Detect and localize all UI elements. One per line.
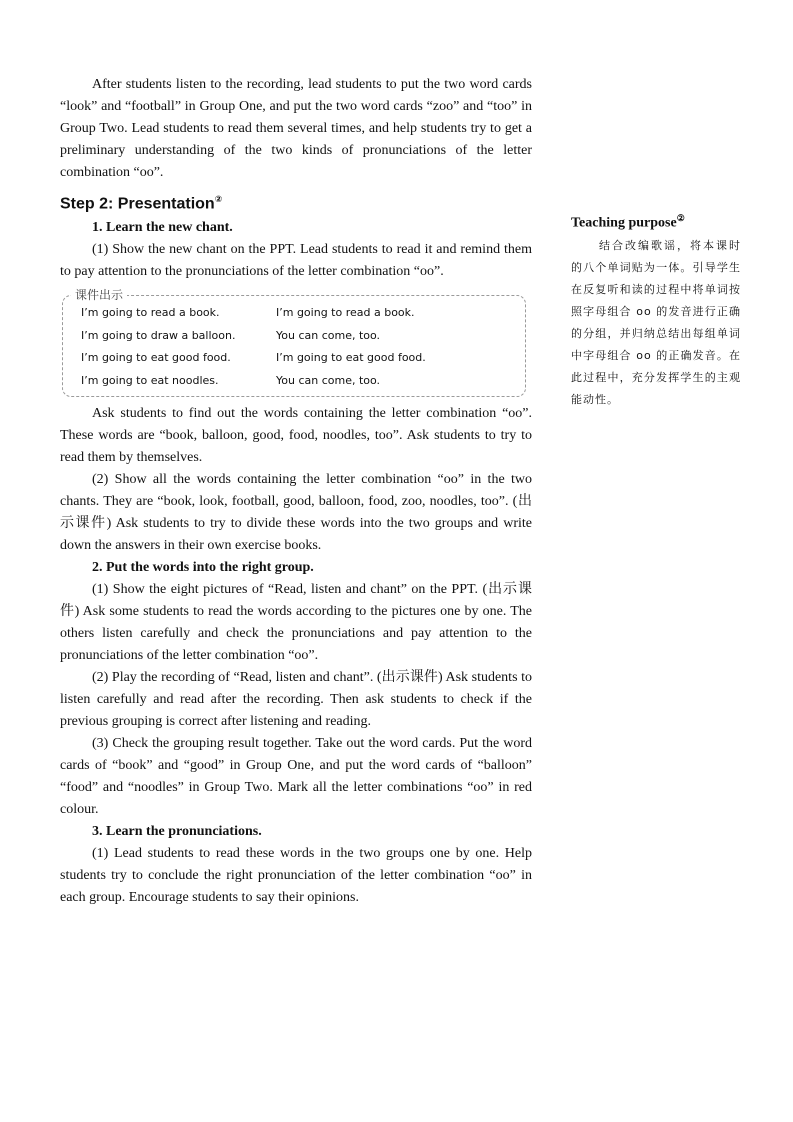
chant-line: I’m going to eat noodles. — [81, 373, 219, 387]
chant-line: I’m going to draw a balloon. — [81, 328, 236, 342]
footnote-mark: ② — [214, 194, 223, 204]
step-2-title: Step 2: Presentation — [60, 195, 215, 213]
main-column — [60, 74, 532, 909]
teaching-purpose-text: 结合改编歌谣，将本课时的八个单词贴为一体。引导学生在反复听和读的过程中将单词按照字母组合 oo 的发音进行正确的分组，并归纳总结出每组单词中字母组合 oo 的正确发音。在此过程中，充分发挥学生的主观能动性。 — [571, 238, 741, 406]
teaching-purpose-title: Teaching purpose — [571, 215, 677, 231]
section-3-paragraph-1: (1) Lead students to read these words in the two groups one by one. Help students try to conclude the right pronunciation of the letter combination “oo” in each group. Encourage students to say their opinions. — [60, 846, 532, 906]
section-2-paragraph-1: (1) Show the eight pictures of “Read, listen and chant” on the PPT. (出示课件) Ask some students to read the words according to the pictures one by one. The others listen carefully and check the pronunciations and pay attention to the pronunciations of the letter combination “oo”. — [60, 582, 532, 664]
chant-line: I’m going to eat good food. — [276, 351, 426, 365]
teaching-purpose-heading — [571, 207, 741, 235]
footnote-mark: ② — [676, 213, 685, 223]
step-2-heading — [60, 186, 532, 217]
section-1-paragraph-3: (2) Show all the words containing the letter combination “oo” in the two chants. They are “book, look, football, good, balloon, food, zoo, noodles, too”. (出示课件) Ask students to try to divide these words into the two groups and write down the answers in their own exercise books. — [60, 472, 532, 554]
chant-line: I’m going to read a book. — [276, 306, 415, 320]
teaching-purpose-sidebar — [571, 207, 741, 411]
chant-line: You can come, too. — [276, 328, 381, 342]
section-2-paragraph-3: (3) Check the grouping result together. Take out the word cards. Put the word cards of “book” and “good” in Group One, and put the word cards of “balloon” “food” and “noodles” in Group Two. Mark all the letter combinations “oo” in red colour. — [60, 736, 532, 818]
chant-line: You can come, too. — [276, 373, 381, 387]
section-1-paragraph-1: (1) Show the new chant on the PPT. Lead students to read it and remind them to pay attention to the pronunciations of the letter combination “oo”. — [60, 242, 532, 280]
courseware-label: 课件出示 — [71, 288, 127, 302]
chant-grid — [81, 302, 525, 392]
section-1-paragraph-2: Ask students to find out the words containing the letter combination “oo”. These words are “book, balloon, good, food, noodles, too”. Ask students to try to read them by themselves. — [60, 406, 532, 466]
section-2-heading: 2. Put the words into the right group. — [92, 560, 314, 576]
section-2-paragraph-2: (2) Play the recording of “Read, listen and chant”. (出示课件) Ask students to listen carefully and read after the recording. Then ask students to check if the previous grouping is correct after listening and reading. — [60, 670, 532, 730]
courseware-box — [62, 288, 526, 397]
chant-line: I’m going to read a book. — [81, 306, 220, 320]
section-3-heading: 3. Learn the pronunciations. — [92, 824, 262, 840]
intro-paragraph: After students listen to the recording, lead students to put the two word cards “look” and “football” in Group One, and put the two word cards “zoo” and “too” in Group Two. Lead students to read them several times, and help students try to get a preliminary understanding of the two kinds of pronunciations of the letter combination “oo”. — [60, 77, 532, 180]
chant-line: I’m going to eat good food. — [81, 351, 231, 365]
section-1-heading: 1. Learn the new chant. — [92, 220, 233, 236]
